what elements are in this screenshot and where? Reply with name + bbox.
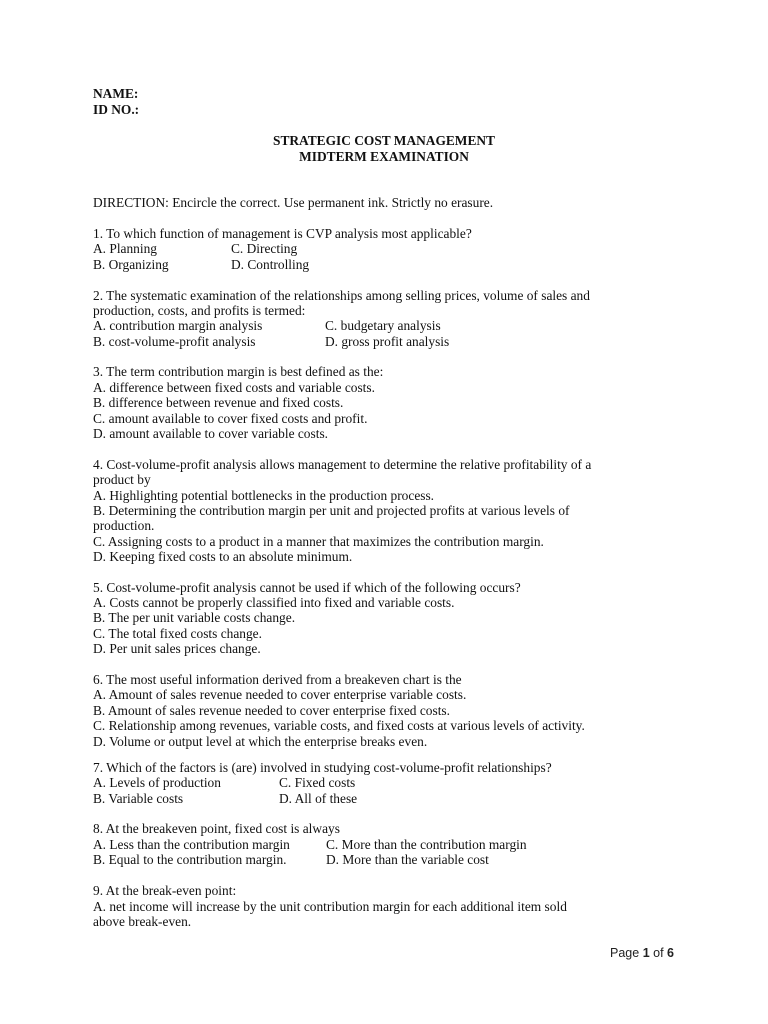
question-2-option-row (93, 318, 441, 333)
question-6-option: A. Amount of sales revenue needed to cover enterprise variable costs. (93, 687, 467, 702)
option-d: D. Controlling (231, 257, 310, 272)
question-9-stem: 9. At the break-even point: (93, 883, 237, 898)
page-word: Page (610, 946, 640, 960)
question-4-stem: 4. Cost-volume-profit analysis allows management to determine the relative profitability of a (93, 457, 592, 472)
question-6-stem: 6. The most useful information derived from a breakeven chart is the (93, 672, 462, 687)
id-label: ID NO.: (93, 102, 140, 117)
option-a: A. Levels of production (93, 775, 221, 790)
question-6-option: B. Amount of sales revenue needed to cover enterprise fixed costs. (93, 703, 450, 718)
question-8-stem: 8. At the breakeven point, fixed cost is always (93, 821, 340, 836)
option-b: B. Organizing (93, 257, 169, 272)
exam-title: STRATEGIC COST MANAGEMENT (273, 133, 495, 148)
option-c: C. Directing (231, 241, 298, 256)
question-1-stem: 1. To which function of management is CVP analysis most applicable? (93, 226, 472, 241)
question-4-option: A. Highlighting potential bottlenecks in the production process. (93, 488, 435, 503)
option-b: B. Variable costs (93, 791, 184, 806)
option-d: D. All of these (279, 791, 358, 806)
exam-subtitle: MIDTERM EXAMINATION (299, 149, 469, 164)
page-current: 1 (642, 946, 650, 960)
of-word: of (653, 946, 664, 960)
question-1-option-row (93, 241, 298, 256)
question-9-option: above break-even. (93, 914, 192, 929)
question-3-stem: 3. The term contribution margin is best defined as the: (93, 364, 384, 379)
option-a: A. contribution margin analysis (93, 318, 263, 333)
question-5-option: C. The total fixed costs change. (93, 626, 262, 641)
page-total: 6 (667, 946, 674, 960)
question-3-option: B. difference between revenue and fixed costs. (93, 395, 344, 410)
page-number (610, 946, 674, 960)
question-8-option-row (93, 837, 527, 852)
question-5-option: B. The per unit variable costs change. (93, 610, 296, 625)
question-4-option: D. Keeping fixed costs to an absolute minimum. (93, 549, 353, 564)
option-b: B. cost-volume-profit analysis (93, 334, 256, 349)
question-4-option: C. Assigning costs to a product in a manner that maximizes the contribution margin. (93, 534, 544, 549)
question-7-stem: 7. Which of the factors is (are) involved in studying cost-volume-profit relationships? (93, 760, 552, 775)
option-a: A. Less than the contribution margin (93, 837, 290, 852)
question-7-option-row (93, 791, 358, 806)
option-d: D. gross profit analysis (325, 334, 450, 349)
question-2-stem: production, costs, and profits is termed: (93, 303, 306, 318)
option-c: C. Fixed costs (279, 775, 356, 790)
question-4-option: production. (93, 518, 155, 533)
option-c: C. budgetary analysis (325, 318, 441, 333)
direction-text: DIRECTION: Encircle the correct. Use permanent ink. Strictly no erasure. (93, 195, 494, 210)
option-a: A. Planning (93, 241, 157, 256)
question-6-option: D. Volume or output level at which the enterprise breaks even. (93, 734, 428, 749)
question-4-stem: product by (93, 472, 151, 487)
question-2-stem: 2. The systematic examination of the relationships among selling prices, volume of sales and (93, 288, 590, 303)
question-2-option-row (93, 334, 450, 349)
question-5-stem: 5. Cost-volume-profit analysis cannot be used if which of the following occurs? (93, 580, 521, 595)
question-5-option: A. Costs cannot be properly classified into fixed and variable costs. (93, 595, 455, 610)
question-4-option: B. Determining the contribution margin per unit and projected profits at various levels of (93, 503, 570, 518)
question-9-option: A. net income will increase by the unit contribution margin for each additional item sold (93, 899, 567, 914)
question-7-option-row (93, 775, 356, 790)
question-6-option: C. Relationship among revenues, variable costs, and fixed costs at various levels of activity. (93, 718, 585, 733)
option-b: B. Equal to the contribution margin. (93, 852, 287, 867)
option-d: D. More than the variable cost (326, 852, 489, 867)
question-3-option: C. amount available to cover fixed costs and profit. (93, 411, 368, 426)
question-3-option: A. difference between fixed costs and variable costs. (93, 380, 375, 395)
question-1-option-row (93, 257, 310, 272)
option-c: C. More than the contribution margin (326, 837, 527, 852)
question-3-option: D. amount available to cover variable costs. (93, 426, 328, 441)
name-label: NAME: (93, 86, 139, 101)
question-8-option-row (93, 852, 489, 867)
question-5-option: D. Per unit sales prices change. (93, 641, 261, 656)
